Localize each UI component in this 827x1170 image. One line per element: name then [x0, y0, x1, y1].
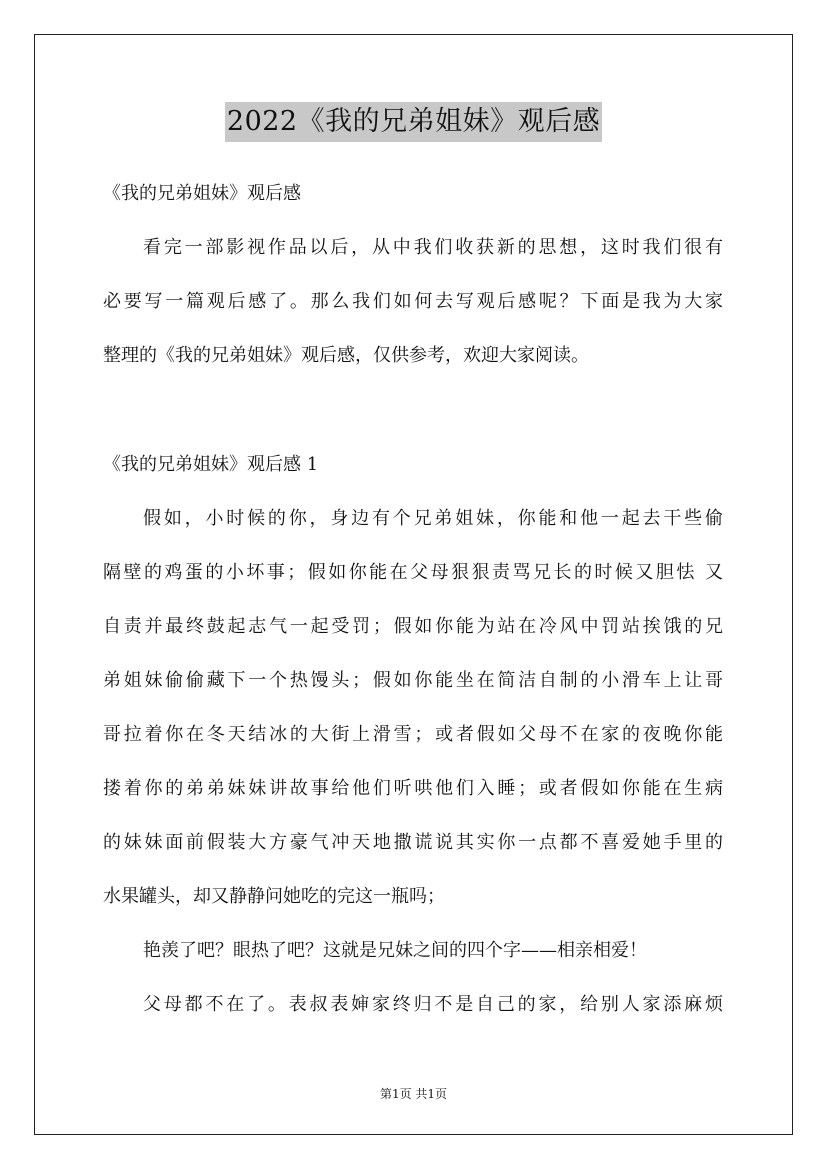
para1-line-7: 的妹妹面前假装大方豪气冲天地撒谎说其实你一点都不喜爱她手里的 — [103, 832, 723, 853]
section-heading: 《我的兄弟姐妹》观后感 1 — [103, 454, 319, 475]
para1-line-1: 假如，小时候的你，身边有个兄弟姐妹，你能和他一起去干些偷 — [143, 508, 723, 529]
para1-line-4: 弟姐妹偷偷藏下一个热馒头；假如你能坐在简洁自制的小滑车上让哥 — [103, 670, 723, 691]
para2: 艳羡了吧？眼热了吧？这就是兄妹之间的四个字——相亲相爱！ — [143, 940, 647, 961]
para3: 父母都不在了。表叔表婶家终归不是自己的家，给别人家添麻烦 — [143, 994, 723, 1015]
document-title: 2022《我的兄弟姐妹》观后感 — [0, 102, 827, 142]
intro-line-3: 整理的《我的兄弟姐妹》观后感，仅供参考，欢迎大家阅读。 — [103, 345, 589, 366]
para1-line-2: 隔壁的鸡蛋的小坏事；假如你能在父母狠狠责骂兄长的时候又胆怯 又 — [103, 562, 723, 583]
page-footer: 第1页 共1页 — [379, 1087, 448, 1101]
intro-line-1: 看完一部影视作品以后，从中我们收获新的思想，这时我们很有 — [143, 237, 723, 258]
intro-line-2: 必要写一篇观后感了。那么我们如何去写观后感呢？下面是我为大家 — [103, 291, 723, 312]
para1-line-8: 水果罐头，却又静静问她吃的完这一瓶吗； — [103, 886, 445, 907]
para1-line-6: 搂着你的弟弟妹妹讲故事给他们听哄他们入睡；或者假如你能在生病 — [103, 778, 723, 799]
subtitle: 《我的兄弟姐妹》观后感 — [103, 183, 301, 204]
para1-line-5: 哥拉着你在冬天结冰的大街上滑雪；或者假如父母不在家的夜晚你能 — [103, 724, 723, 745]
para1-line-3: 自责并最终鼓起志气一起受罚；假如你能为站在冷风中罚站挨饿的兄 — [103, 616, 723, 637]
